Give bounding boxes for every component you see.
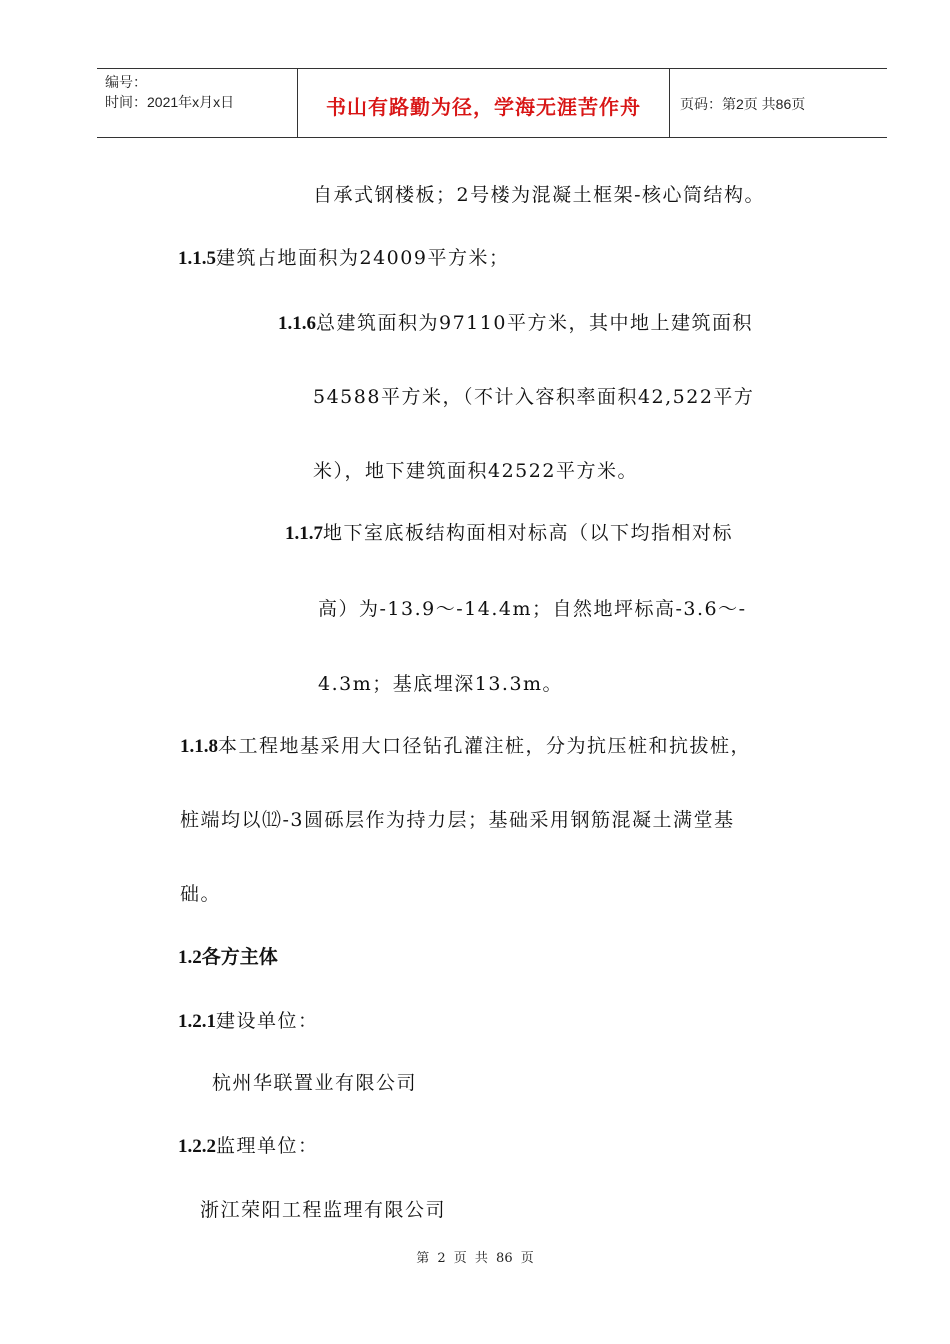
- section-number: 1.1.5: [178, 248, 216, 269]
- number-label: 编号：: [105, 74, 147, 90]
- section-text: 建设单位：: [216, 1010, 319, 1032]
- section-1-1-5: [178, 243, 509, 270]
- section-1-2-1: [178, 1006, 319, 1033]
- client-name: 杭州华联置业有限公司: [212, 1072, 418, 1094]
- section-number: 1.2.2: [178, 1136, 216, 1157]
- section-1-1-7: [285, 518, 733, 545]
- body-line: 自承式钢楼板；2号楼为混凝土框架-核心筒结构。: [313, 184, 766, 206]
- supervisor-name: 浙江荣阳工程监理有限公司: [200, 1199, 447, 1221]
- body-line: 础。: [180, 883, 222, 905]
- section-1-1-6: [278, 308, 753, 335]
- body-line: 桩端均以⑿-3圆砾层作为持力层；基础采用钢筋混凝土满堂基: [180, 809, 735, 831]
- page-header: [97, 68, 887, 138]
- section-heading-1-2: [178, 942, 278, 969]
- section-1-2-2: [178, 1131, 319, 1158]
- section-text: 总建筑面积为97110平方米，其中地上建筑面积: [316, 312, 753, 334]
- body-line: 米），地下建筑面积42522平方米。: [313, 460, 638, 482]
- motto: 书山有路勤为径，学海无涯苦作舟: [326, 95, 641, 119]
- section-text: 地下室底板结构面相对标高（以下均指相对标: [323, 522, 734, 544]
- page-footer: 第 2 页 共 86 页: [416, 1251, 534, 1266]
- time-label: 时间：2021年x月x日: [105, 94, 235, 110]
- section-text: 本工程地基采用大口径钻孔灌注桩，分为抗压桩和抗拔桩，: [218, 735, 752, 757]
- section-1-1-8: [180, 731, 751, 758]
- section-text: 监理单位：: [216, 1135, 319, 1157]
- section-number: 1.1.6: [278, 313, 316, 334]
- body-line: 4.3m；基底埋深13.3m。: [318, 673, 564, 695]
- section-title: 各方主体: [201, 946, 278, 968]
- body-line: 54588平方米，（不计入容积率面积42,522平方: [313, 386, 755, 408]
- section-text: 建筑占地面积为24009平方米；: [216, 247, 510, 269]
- section-number: 1.2.1: [178, 1011, 216, 1032]
- page-info: 页码：第2页 共86页: [680, 96, 806, 112]
- section-number: 1.1.7: [285, 523, 323, 544]
- section-number: 1.2: [178, 947, 202, 968]
- body-line: 高）为-13.9～-14.4m；自然地坪标高-3.6～-: [318, 598, 747, 620]
- section-number: 1.1.8: [180, 736, 218, 757]
- header-page-cell: [670, 69, 887, 137]
- header-meta-cell: [97, 69, 298, 137]
- header-motto-cell: [298, 69, 670, 137]
